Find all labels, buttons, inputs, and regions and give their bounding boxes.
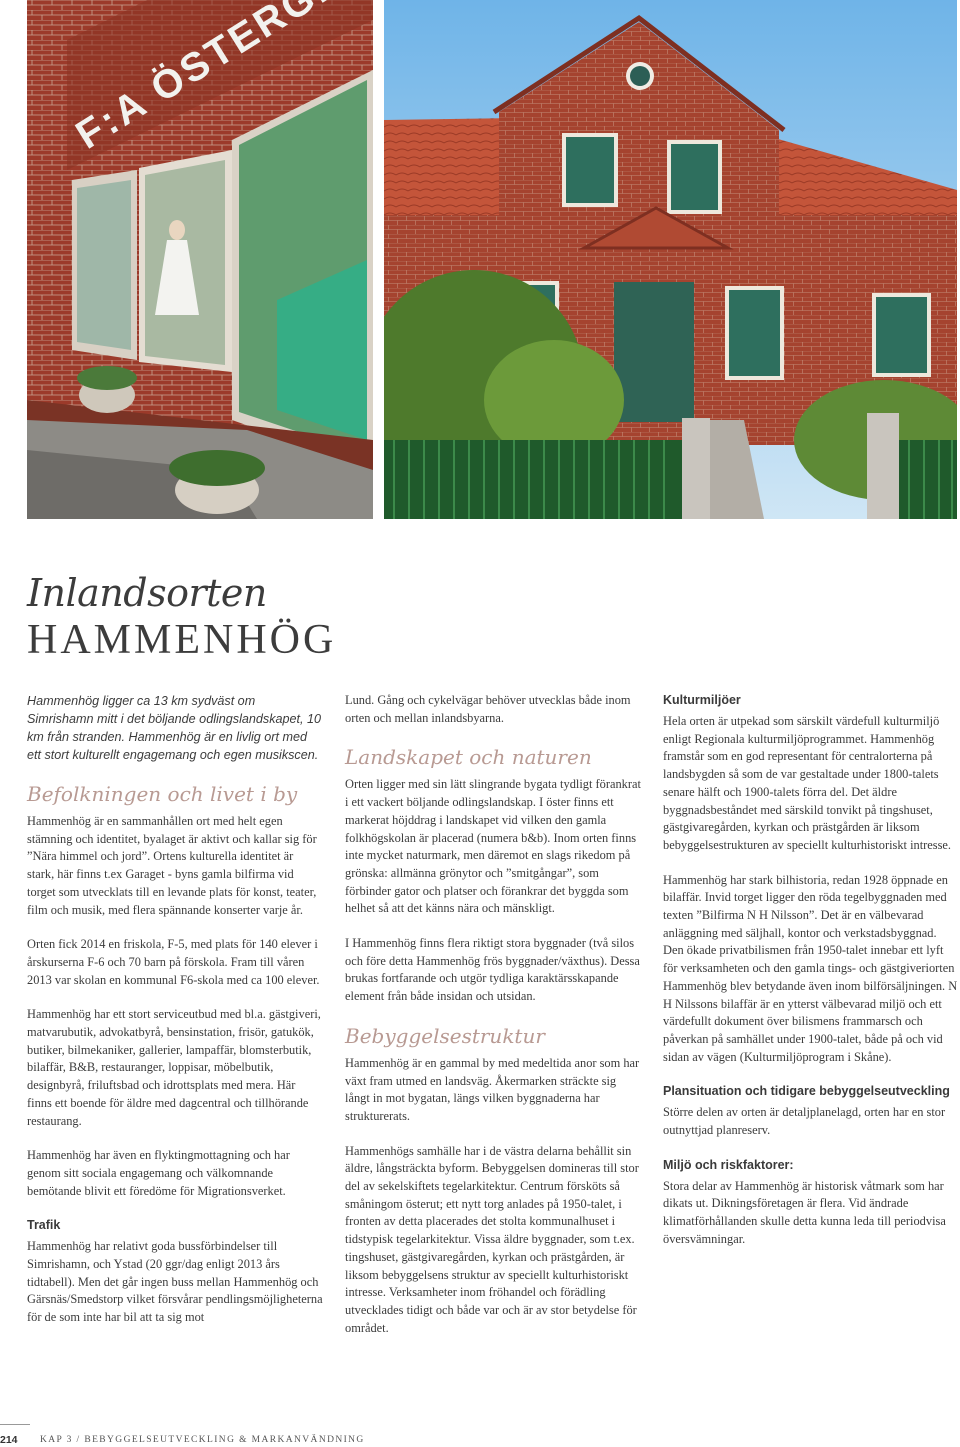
paragraph: I Hammenhög finns flera riktigt stora byggnader (två silos och före detta Hammenhög frös byggnader/växthus). Dessa brukas fortfarande och utgör tydliga karaktärsskapande element från både insidan och utsidan.: [345, 936, 640, 1004]
page-number: 214: [0, 1434, 18, 1446]
paragraph: Lund. Gång och cykelvägar behöver utvecklas både inom orten och mellan inlandsbyarna.: [345, 693, 631, 725]
paragraph: Hela orten är utpekad som särskilt värdefull kulturmiljö enligt Regionala kulturmiljöprogrammet. Hammenhög framstår som en god representant för centralorterna på landsbygden så som de var gestaltade under 1800-talets senare hälft och 1900-talets förra del. Det äldre byggnadsbeståndet med särskild tonvikt på tingshuset, gästgivaregården, kyrkan och prästgården är liksom bebyggelsestrukturen av speciellt kulturhistoriskt intresse.: [663, 714, 952, 852]
paragraph: Hammenhög har stark bilhistoria, redan 1928 öppnade en bilaffär. Invid torget ligger den röda tegelbyggnaden med texten ”Bilfirma N H Nilsson”. Det är en välbevarad anläggning med säljhall, kontor och verkstadsbyggnad. Den ökade privatbilismen från 1950-talet innebar ett lyft för verksamheten och den gamla tings- och gästgiveriorten Hammenhög blev betydande även inom bilförsäljningen. N H Nilssons bilaffär är en ytterst välbevarad miljö och ett värdefullt dokument över bilismens frammarsch och påverkan på samhället under 1900-talet, både på och vid sidan av vägen (Kulturmiljöprogram i Skåne).: [663, 872, 958, 1064]
paragraph: Hammenhögs samhälle har i de västra delarna behållit sin äldre, långsträckta byform. Bebyggelsen domineras till stor del av sekelskiftets tegelarkitektur. Centrum försköts så småningom österut; ett nytt torg anlades på 1950-talet, i fronten av detta placerades det stolta kommunalhuset i tidstypisk tegelarkitektur. Vissa äldre byggnader, som t.ex. tingshuset, gästgivaregården, kyrkan och prästgården, är liksom bebyggelsens struktur av speciellt kulturhistoriskt intresse. Verksamheter inom fröhandel och förädling utvecklades tidigt och både var och är av stor betydelse för området.: [345, 1143, 639, 1335]
photo-brick-house: [384, 0, 957, 519]
heading-bebyggelsestruktur: Bebyggelsestruktur: [345, 1023, 545, 1048]
photo-storefront: [27, 0, 373, 519]
page-title: [27, 570, 627, 664]
page-footer: [0, 1424, 960, 1444]
paragraph: Orten fick 2014 en friskola, F-5, med plats för 140 elever i årskurserna F-6 och 70 barn på förskola. Fram till våren 2013 var skolan en kommunal F6-skola med ca 100 elever.: [27, 937, 320, 987]
paragraph: Större delen av orten är detaljplanelagd, orten har en stor outnyttjad planreserv.: [663, 1105, 946, 1138]
column-1: [27, 692, 323, 1344]
paragraph: Stora delar av Hammenhög är historisk våtmark som har dikats ut. Dikningsföretagen är flera. Vid ändrade klimatförhållanden skulle detta kunna leda till periodvisa översvämningar.: [663, 1178, 946, 1246]
heading-miljo: Miljö och riskfaktorer:: [663, 1157, 794, 1172]
heading-landskapet: Landskapet och naturen: [345, 745, 592, 770]
paragraph: Hammenhög har relativt goda bussförbindelser till Simrishamn, och Ystad (20 ggr/dag enligt 2013 års tidtabell). Men det går ingen buss mellan Hammenhög och Gärsnäs/Smedstorp vilket försvårar pendlingsmöjligheterna för de som inte har bil att ta sig mot: [27, 1239, 323, 1325]
paragraph: Hammenhög har ett stort serviceutbud med bl.a. gästgiveri, matvarubutik, advokatbyrå, bensinstation, frisör, gatukök, butiker, bilmekaniker, gallerier, lampaffär, blomsterbutik, bilaffär, B&B, restauranger, loppisar, möbelbutik, designbyrå, friluftsbad och idrottsplats med mera. Här finns ett boende för äldre med dagcentral och tillhörande restaurang.: [27, 1007, 321, 1128]
column-3: [663, 692, 959, 1266]
paragraph: Hammenhög är en sammanhållen ort med helt egen stämning och identitet, byalaget är aktivt och kallar sig för ”Nära himmel och jord”. Ortens kulturella identitet är stark, här finns t.ex Garaget - byns gamla bilfirma vid torget som utvecklats till en levande plats för konst, teater, film och musik, med flera spännande konserter varje år.: [27, 814, 317, 917]
paragraph: Orten ligger med sin lätt slingrande bygata tydligt förankrat i ett vackert böljande odlingslandskap. I öster finns ett markerat höjddrag i landskapet vid vilken den gamla folkhögskolan är placerad (numera b&b). Inom orten finns inte mycket naturmark, men däremot en slags rikedom på grönska: allmänna grönytor och ”smitgångar”, som förbinder gator och platser och förankrar det byggda som helhet så att det känns nära och mänskligt.: [345, 777, 641, 916]
column-2: [345, 692, 641, 1354]
footer-rule: [0, 1424, 30, 1425]
heading-befolkningen: Befolkningen och livet i by: [27, 782, 298, 806]
heading-trafik: Trafik: [27, 1218, 61, 1233]
chapter-label: KAP 3 / BEBYGGELSEUTVECKLING & MARKANVÄNDNING: [40, 1435, 365, 1445]
heading-plansituation: Plansituation och tidigare bebyggelseutveckling: [663, 1084, 950, 1099]
paragraph: Hammenhög har även en flyktingmottagning och har genom sitt sociala engagemang och välkomnande bemötande blivit ett föredöme för Migrationsverket.: [27, 1148, 290, 1198]
title-script: Inlandsorten: [27, 571, 267, 615]
intro-text: Hammenhög ligger ca 13 km sydväst om Simrishamn mitt i det böljande odlingslandskapet, 10 km från stranden. Hammenhög är en livlig ort med ett stort kulturellt engagemang och egen musikscen.: [27, 694, 322, 762]
title-caps: HAMMENHÖG: [27, 617, 337, 663]
heading-kulturmiljoer: Kulturmiljöer: [663, 693, 741, 707]
paragraph: Hammenhög är en gammal by med medeltida anor som har växt fram utmed en landsväg. Åkermarken sträckte sig långt in mot bygatan, längs vilken byggnaderna har strukturerats.: [345, 1055, 640, 1123]
